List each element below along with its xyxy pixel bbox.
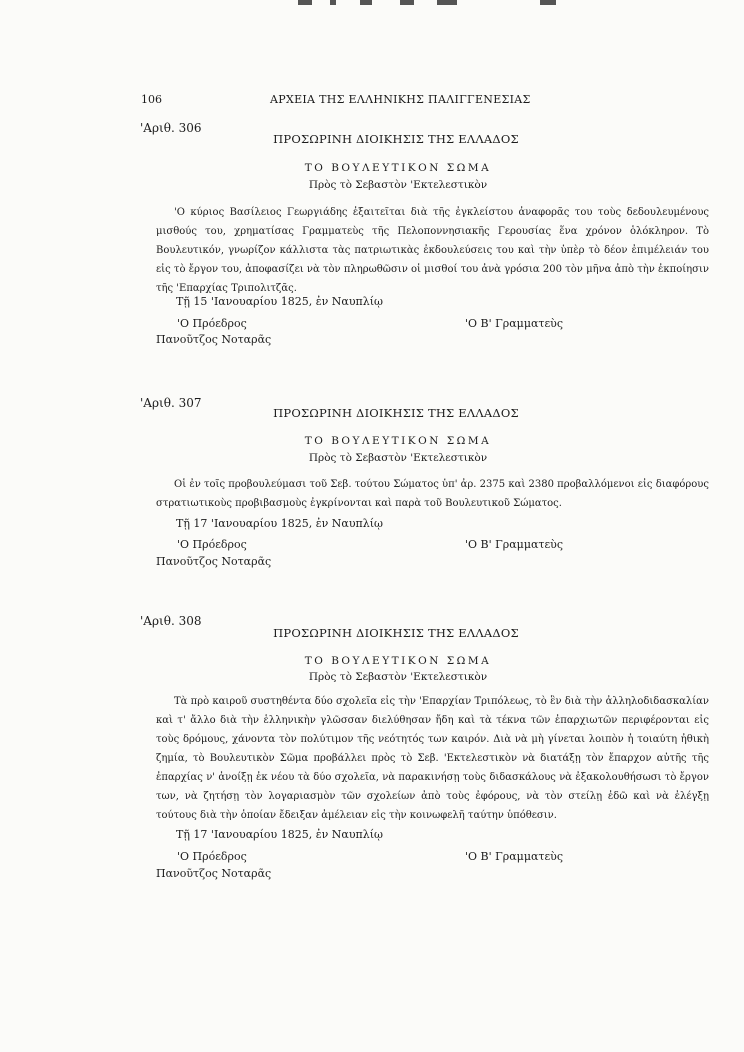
president-title: 'Ο Πρόεδρος [177,317,247,330]
secretary-title: 'Ο Β' Γραμματεὺς [465,850,564,863]
running-head: ΑΡΧΕΙΑ ΤΗΣ ΕΛΛΗΝΙΚΗΣ ΠΑΛΙΓΓΕΝΕΣΙΑΣ [270,93,531,106]
document-date: Τῇ 15 'Ιανουαρίου 1825, ἐν Ναυπλίῳ [176,295,384,308]
document-date: Τῇ 17 'Ιανουαρίου 1825, ἐν Ναυπλίῳ [176,517,384,530]
document-date: Τῇ 17 'Ιανουαρίου 1825, ἐν Ναυπλίῳ [176,828,384,841]
page-number: 106 [141,93,162,106]
legislative-body-heading: ΤΟ ΒΟΥΛΕΥΤΙΚΟΝ ΣΩΜΑ [304,655,492,667]
government-heading: ΠΡΟΣΩΡΙΝΗ ΔΙΟΙΚΗΣΙΣ ΤΗΣ ΕΛΛΑΔΟΣ [273,406,519,420]
document-text: 'Ο κύριος Βασίλειος Γεωργιάδης ἐξαιτεῖται διὰ τῆς ἐγκλείστου ἀναφορᾶς του τοὺς δεδουλευμένους μισθούς του, χρηματίσας Γραμματεὺς τῆς Πελοποννησιακῆς Γερουσίας ἕνα χρόνον ὁλόκληρον. Τὸ Βουλευτικόν, γνωρίζον κάλλιστα τὰς πατριωτικὰς ἐκδουλεύσεις του καὶ τὴν ὑπὲρ τὸ δέον ἐπιμέλειάν του εἰς τὸ ἔργον του, ἀποφασίζει νὰ τὸν πληρωθῶσιν οἱ μισθοί του ἀνὰ γρόσια 200 τὸν μῆνα ἀπὸ τὴν ἐκποίησιν τῆς 'Επαρχίας Τριπολιτζᾶς. [156,207,709,294]
secretary-title: 'Ο Β' Γραμματεὺς [465,317,564,330]
document-number: 'Αριθ. 308 [140,614,202,628]
top-scan-marks [0,0,744,10]
government-heading: ΠΡΟΣΩΡΙΝΗ ΔΙΟΙΚΗΣΙΣ ΤΗΣ ΕΛΛΑΔΟΣ [273,626,519,640]
legislative-body-heading: ΤΟ ΒΟΥΛΕΥΤΙΚΟΝ ΣΩΜΑ [304,435,492,447]
president-name: Πανοῦτζος Νοταρᾶς [156,867,272,880]
secretary-title: 'Ο Β' Γραμματεὺς [465,538,564,551]
addressee: Πρὸς τὸ Σεβαστὸν 'Εκτελεστικὸν [308,671,488,683]
president-title: 'Ο Πρόεδρος [177,538,247,551]
addressee: Πρὸς τὸ Σεβαστὸν 'Εκτελεστικὸν [308,179,488,191]
document-text: Οἱ ἐν τοῖς προβουλεύμασι τοῦ Σεβ. τούτου Σώματος ὑπ' ἀρ. 2375 καὶ 2380 προβαλλόμενοι εἰς διαφόρους στρατιωτικοὺς προβιβασμοὺς ἐγκρίνονται καὶ παρὰ τοῦ Βουλευτικοῦ Σώματος. [156,479,709,509]
document-number: 'Αριθ. 306 [140,121,202,135]
legislative-body-heading: ΤΟ ΒΟΥΛΕΥΤΙΚΟΝ ΣΩΜΑ [304,162,492,174]
president-name: Πανοῦτζος Νοταρᾶς [156,333,272,346]
addressee: Πρὸς τὸ Σεβαστὸν 'Εκτελεστικὸν [308,452,488,464]
document-number: 'Αριθ. 307 [140,396,202,410]
government-heading: ΠΡΟΣΩΡΙΝΗ ΔΙΟΙΚΗΣΙΣ ΤΗΣ ΕΛΛΑΔΟΣ [273,132,519,146]
document-text: Τὰ πρὸ καιροῦ συστηθέντα δύο σχολεῖα εἰς τὴν 'Επαρχίαν Τριπόλεως, τὸ ἓν διὰ τὴν ἀλληλοδιδασκαλίαν καὶ τ' ἄλλο διὰ τὴν ἑλληνικὴν γλῶσσαν διελύθησαν ἤδη καὶ τὰ τέκνα τῶν ἐπαρχιωτῶν περιφέρονται εἰς τοὺς δρόμους, χάνοντα τὸν πολύτιμον τῆς νεότητός των καιρόν. Διὰ νὰ μὴ γίνεται λοιπὸν ἡ τοιαύτη ἠθικὴ ζημία, τὸ Βουλευτικὸν Σῶμα προβάλλει πρὸς τὸ Σεβ. 'Εκτελεστικὸν νὰ διατάξῃ τὸν ἔπαρχον αὐτῆς τῆς ἐπαρχίας ν' ἀνοίξῃ ἐκ νέου τὰ δύο σχολεῖα, νὰ παρακινήσῃ τοὺς διδασκάλους νὰ ἐξακολουθήσωσι τὸ ἔργον των, νὰ ζητήσῃ τὸν λογαριασμὸν τῶν σχολείων ἀπὸ τοὺς ἐφόρους, νὰ τὸν στείλῃ ἐδῶ καὶ νὰ ἐλέγξῃ τούτους διὰ τὴν ὁποίαν ἔδειξαν ἀμέλειαν εἰς τὴν κοινωφελῆ ταύτην ὑπόθεσιν. [156,696,709,821]
president-name: Πανοῦτζος Νοταρᾶς [156,555,272,568]
president-title: 'Ο Πρόεδρος [177,850,247,863]
